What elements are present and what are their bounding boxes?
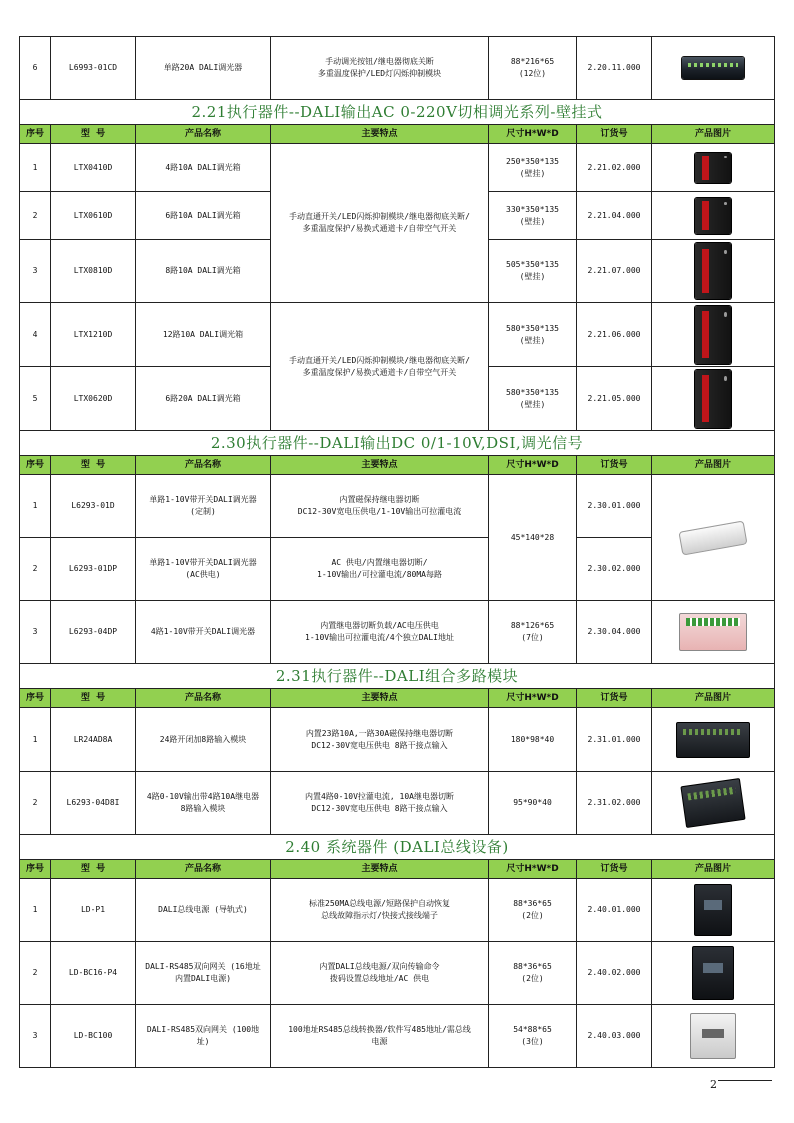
size-cell: 330*350*135 (壁挂) [489, 192, 577, 240]
table-row [20, 772, 775, 835]
product-name-cell: 6路20A DALI调光箱 [136, 367, 271, 431]
header-name: 产品名称 [136, 689, 271, 708]
product-image-cell [652, 240, 775, 303]
product-name-cell: 12路10A DALI调光箱 [136, 303, 271, 367]
table-row [20, 144, 775, 192]
product-image-cell [652, 367, 775, 431]
header-image: 产品图片 [652, 860, 775, 879]
product-name-cell: DALI-RS485双向网关 (16地址 内置DALI电源) [136, 942, 271, 1005]
header-size: 尺寸H*W*D [489, 689, 577, 708]
order-number-cell: 2.21.02.000 [577, 144, 652, 192]
product-image-cell [652, 601, 775, 664]
size-cell: 95*90*40 [489, 772, 577, 835]
page-footer-rule [718, 1080, 772, 1081]
dimmer-cabinet-product-icon [695, 243, 731, 299]
model-cell: LD-BC100 [51, 1005, 136, 1068]
product-name-cell: 4路0-10V输出带4路10A继电器 8路输入模块 [136, 772, 271, 835]
features-cell: 100地址RS485总线转换器/软件写485地址/需总线 电源 [271, 1005, 489, 1068]
section-title: 2.21执行器件--DALI输出AC 0-220V切相调光系列-壁挂式 [20, 100, 775, 125]
model-cell: LTX0810D [51, 240, 136, 303]
header-size: 尺寸H*W*D [489, 860, 577, 879]
size-cell: 54*88*65 (3位) [489, 1005, 577, 1068]
features-cell: AC 供电/内置继电器切断/ 1-10V输出/可拉灌电流/80MA每路 [271, 538, 489, 601]
header-no: 序号 [20, 860, 51, 879]
table-row [20, 942, 775, 1005]
section-title-row [20, 431, 775, 456]
header-image: 产品图片 [652, 456, 775, 475]
row-number: 3 [20, 1005, 51, 1068]
row-number: 1 [20, 475, 51, 538]
product-name-cell: 24路开闭加8路输入模块 [136, 708, 271, 772]
section-title-row [20, 664, 775, 689]
features-cell: 手动调光按钮/继电器彻底关断 多重温度保护/LED灯闪烁抑制模块 [271, 37, 489, 100]
table-row [20, 303, 775, 367]
order-number-cell: 2.30.02.000 [577, 538, 652, 601]
table-header-row [20, 456, 775, 475]
order-number-cell: 2.30.01.000 [577, 475, 652, 538]
size-cell: 88*36*65 (2位) [489, 879, 577, 942]
order-number-cell: 2.40.03.000 [577, 1005, 652, 1068]
order-number-cell: 2.21.04.000 [577, 192, 652, 240]
table-header-row [20, 689, 775, 708]
section-title: 2.31执行器件--DALI组合多路模块 [20, 664, 775, 689]
header-features: 主要特点 [271, 689, 489, 708]
order-number-cell: 2.21.06.000 [577, 303, 652, 367]
row-number: 1 [20, 144, 51, 192]
product-name-cell: 单路1-10V带开关DALI调光器 (AC供电) [136, 538, 271, 601]
dimmer-cabinet-product-icon [695, 306, 731, 364]
features-cell: 内置4路0-10V拉灌电流, 10A继电器切断 DC12-30V宽电压供电 8路干接点输入 [271, 772, 489, 835]
product-name-cell: 8路10A DALI调光箱 [136, 240, 271, 303]
page-number: 2 [710, 1078, 717, 1091]
product-name-cell: 4路10A DALI调光箱 [136, 144, 271, 192]
product-name-cell: 6路10A DALI调光箱 [136, 192, 271, 240]
relay-module-product-icon [679, 613, 747, 651]
product-name-cell: DALI总线电源 (导轨式) [136, 879, 271, 942]
header-features: 主要特点 [271, 125, 489, 144]
features-cell: 内置继电器切断负载/AC电压供电 1-10V输出可拉灌电流/4个独立DALI地址 [271, 601, 489, 664]
row-number: 5 [20, 367, 51, 431]
header-no: 序号 [20, 125, 51, 144]
header-name: 产品名称 [136, 456, 271, 475]
dimmer-cabinet-product-icon [695, 198, 731, 234]
dali-rail-dimmer-product-icon [682, 57, 744, 79]
gateway-product-icon [690, 1013, 736, 1059]
table-header-row [20, 860, 775, 879]
header-size: 尺寸H*W*D [489, 456, 577, 475]
size-cell: 88*126*65 (7位) [489, 601, 577, 664]
product-image-cell [652, 192, 775, 240]
order-number-cell: 2.40.02.000 [577, 942, 652, 1005]
model-cell: L6293-01DP [51, 538, 136, 601]
section-title-row [20, 835, 775, 860]
combo-module-product-icon [676, 722, 750, 758]
header-size: 尺寸H*W*D [489, 125, 577, 144]
header-name: 产品名称 [136, 860, 271, 879]
product-image-cell [652, 1005, 775, 1068]
header-order: 订货号 [577, 456, 652, 475]
order-number-cell: 2.21.07.000 [577, 240, 652, 303]
product-image-cell [652, 144, 775, 192]
dimmer-cabinet-product-icon [695, 370, 731, 428]
row-number: 2 [20, 192, 51, 240]
header-no: 序号 [20, 689, 51, 708]
header-name: 产品名称 [136, 125, 271, 144]
product-image-cell [652, 303, 775, 367]
size-cell: 580*350*135 (壁挂) [489, 303, 577, 367]
header-model: 型 号 [51, 456, 136, 475]
size-cell: 180*98*40 [489, 708, 577, 772]
dimmer-driver-product-icon [678, 520, 747, 555]
order-number-cell: 2.40.01.000 [577, 879, 652, 942]
table-row [20, 1005, 775, 1068]
product-name-cell: 4路1-10V带开关DALI调光器 [136, 601, 271, 664]
features-cell: 手动直通开关/LED闪烁抑制模块/继电器彻底关断/ 多重温度保护/易换式通道卡/自带空气开关 [271, 144, 489, 303]
table-row [20, 879, 775, 942]
features-cell: 内置23路10A,一路30A磁保持继电器切断 DC12-30V宽电压供电 8路干接点输入 [271, 708, 489, 772]
model-cell: L6293-04DP [51, 601, 136, 664]
size-cell: 45*140*28 [489, 475, 577, 601]
table-row [20, 601, 775, 664]
product-catalog-table [19, 36, 775, 1068]
size-cell: 250*350*135 (壁挂) [489, 144, 577, 192]
bus-power-supply-product-icon [694, 884, 732, 936]
model-cell: L6293-01D [51, 475, 136, 538]
features-cell: 内置DALI总线电源/双向传输命令 拨码设置总线地址/AC 供电 [271, 942, 489, 1005]
order-number-cell: 2.20.11.000 [577, 37, 652, 100]
header-model: 型 号 [51, 689, 136, 708]
product-name-cell: 单路20A DALI调光器 [136, 37, 271, 100]
product-name-cell: DALI-RS485双向网关 (100地 址) [136, 1005, 271, 1068]
section-title: 2.30执行器件--DALI输出DC 0/1-10V,DSI,调光信号 [20, 431, 775, 456]
model-cell: L6993-01CD [51, 37, 136, 100]
product-image-cell [652, 879, 775, 942]
row-number: 2 [20, 772, 51, 835]
row-number: 3 [20, 240, 51, 303]
header-order: 订货号 [577, 125, 652, 144]
features-cell: 手动直通开关/LED闪烁抑制模块/继电器彻底关断/ 多重温度保护/易换式通道卡/自带空气开关 [271, 303, 489, 431]
gateway-product-icon [692, 946, 734, 1000]
header-features: 主要特点 [271, 456, 489, 475]
size-cell: 505*350*135 (壁挂) [489, 240, 577, 303]
product-image-cell [652, 772, 775, 835]
row-number: 2 [20, 942, 51, 1005]
row-number: 3 [20, 601, 51, 664]
row-number: 6 [20, 37, 51, 100]
header-order: 订货号 [577, 860, 652, 879]
header-no: 序号 [20, 456, 51, 475]
order-number-cell: 2.21.05.000 [577, 367, 652, 431]
model-cell: LD-BC16-P4 [51, 942, 136, 1005]
product-image-cell [652, 942, 775, 1005]
row-number: 1 [20, 879, 51, 942]
product-name-cell: 单路1-10V带开关DALI调光器 (定制) [136, 475, 271, 538]
features-cell: 内置磁保持继电器切断 DC12-30V宽电压供电/1-10V输出可拉灌电流 [271, 475, 489, 538]
table-row [20, 475, 775, 538]
header-image: 产品图片 [652, 125, 775, 144]
model-cell: L6293-04D8I [51, 772, 136, 835]
row-number: 2 [20, 538, 51, 601]
size-cell: 580*350*135 (壁挂) [489, 367, 577, 431]
header-order: 订货号 [577, 689, 652, 708]
header-image: 产品图片 [652, 689, 775, 708]
product-image-cell [652, 37, 775, 100]
model-cell: LTX0410D [51, 144, 136, 192]
model-cell: LR24AD8A [51, 708, 136, 772]
header-features: 主要特点 [271, 860, 489, 879]
order-number-cell: 2.30.04.000 [577, 601, 652, 664]
order-number-cell: 2.31.02.000 [577, 772, 652, 835]
dimmer-cabinet-product-icon [695, 153, 731, 183]
table-row [20, 708, 775, 772]
table-header-row [20, 125, 775, 144]
product-image-cell [652, 708, 775, 772]
header-model: 型 号 [51, 125, 136, 144]
model-cell: LTX0610D [51, 192, 136, 240]
section-title-row [20, 100, 775, 125]
row-number: 1 [20, 708, 51, 772]
features-cell: 标准250MA总线电源/短路保护自动恢复 总线故障指示灯/快接式接线端子 [271, 879, 489, 942]
section-title: 2.40 系统器件 (DALI总线设备) [20, 835, 775, 860]
product-image-cell [652, 475, 775, 601]
size-cell: 88*216*65 (12位) [489, 37, 577, 100]
row-number: 4 [20, 303, 51, 367]
order-number-cell: 2.31.01.000 [577, 708, 652, 772]
model-cell: LD-P1 [51, 879, 136, 942]
header-model: 型 号 [51, 860, 136, 879]
io-module-product-icon [680, 778, 745, 828]
size-cell: 88*36*65 (2位) [489, 942, 577, 1005]
model-cell: LTX0620D [51, 367, 136, 431]
model-cell: LTX1210D [51, 303, 136, 367]
table-row [20, 37, 775, 100]
